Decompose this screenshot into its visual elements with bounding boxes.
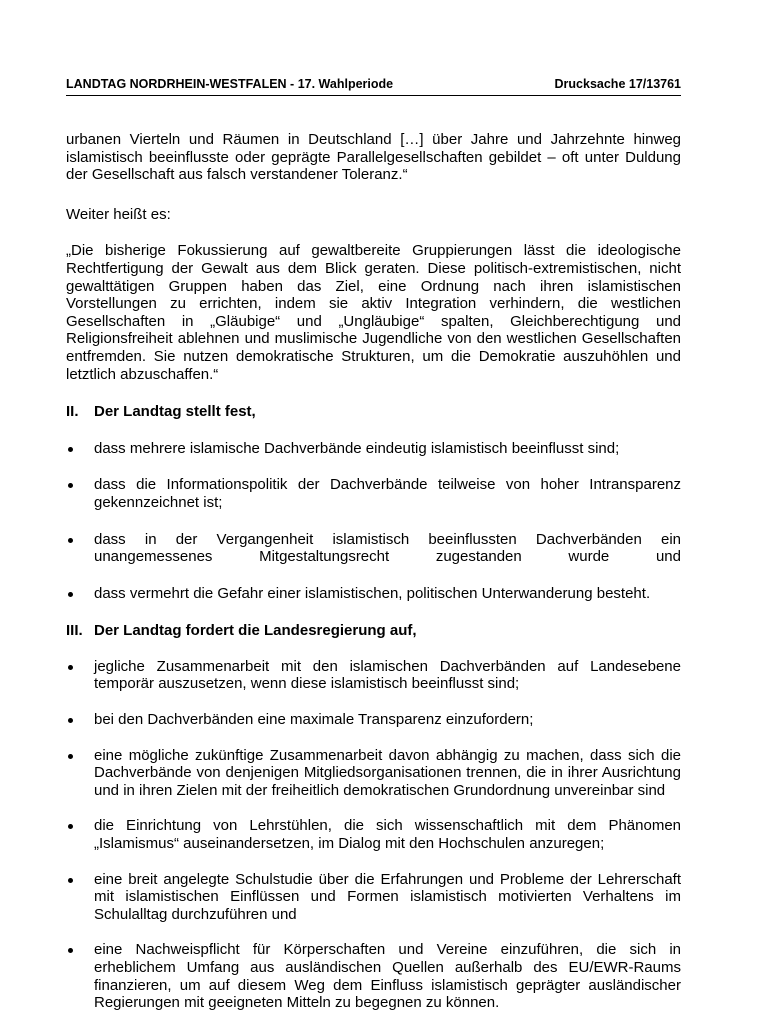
- paragraph-intro: Weiter heißt es:: [66, 205, 171, 223]
- section-heading-iii: [66, 622, 681, 640]
- paragraph-quote: „Die bisherige Fokussierung auf gewaltbereite Gruppierungen lässt die ideologische Rechtfertigung der Gewalt aus dem Blick geraten. Diese politisch-extremistischen, nicht gewalttätigen Gruppen haben das Ziel, eine Ordnung nach ihren islamistischen Vorstellungen zu errichten, indem sie aktiv Integration verhindern, die westlichen Gesellschaften in „Gläubige“ und „Ungläubige“ spalten, Gleichberechtigung und Religionsfreiheit ablehnen und muslimische Jugendliche von den westlichen Gesellschaften entfremden. Sie nutzen demokratische Strukturen, um die Demokratie auszuhöhlen und letztlich abzuschaffen.“: [66, 242, 681, 383]
- document-body: [66, 131, 681, 1012]
- list-item: bei den Dachverbänden eine maximale Transparenz einzufordern;: [66, 711, 681, 729]
- findings-list: [66, 440, 681, 603]
- list-item: jegliche Zusammenarbeit mit den islamischen Dachverbänden auf Landesebene temporär auszusetzen, wenn diese islamistisch beeinflusst sind;: [66, 658, 681, 693]
- header-parliament-title: LANDTAG NORDRHEIN-WESTFALEN - 17. Wahlperiode: [66, 77, 394, 91]
- section-number: III.: [66, 622, 83, 640]
- header-divider: [66, 95, 681, 96]
- list-item: die Einrichtung von Lehrstühlen, die sich wissenschaftlich mit dem Phänomen „Islamismus“ auseinandersetzen, im Dialog mit den Hochschulen anzuregen;: [66, 817, 681, 852]
- list-item: eine Nachweispflicht für Körperschaften und Vereine einzuführen, die sich in erheblichem Umfang aus ausländischen Quellen außerhalb des EU/EWR-Raums finanzieren, um auf diesem Weg dem Einfluss islamistisch geprägter ausländischer Regierungen mit geeigneten Mitteln zu begegnen zu können.: [66, 941, 681, 1011]
- list-item: dass die Informationspolitik der Dachverbände teilweise von hoher Intransparenz gekennzeichnet ist;: [66, 476, 681, 511]
- list-item: dass mehrere islamische Dachverbände eindeutig islamistisch beeinflusst sind;: [66, 440, 681, 458]
- section-number: II.: [66, 403, 79, 421]
- header-document-number: Drucksache 17/13761: [554, 77, 681, 91]
- paragraph-quote-end: urbanen Vierteln und Räumen in Deutschland […] über Jahre und Jahrzehnte hinweg islamistisch beeinflusste oder geprägte Parallelgesellschaften gebildet – oft unter Duldung der Gesellschaft aus falsch verstandener Toleranz.“: [66, 131, 681, 184]
- section-title: Der Landtag fordert die Landesregierung auf,: [94, 622, 417, 640]
- list-item: eine breit angelegte Schulstudie über die Erfahrungen und Probleme der Lehrerschaft mit islamistischen Einflüssen und Formen islamistisch motivierten Verhaltens im Schulalltag durchzuführen und: [66, 871, 681, 924]
- list-item: eine mögliche zukünftige Zusammenarbeit davon abhängig zu machen, dass sich die Dachverbände von denjenigen Mitgliedsorganisationen trennen, die in ihrer Ausrichtung und in ihren Zielen mit der freiheitlich demokratischen Grundordnung unvereinbar sind: [66, 747, 681, 800]
- section-title: Der Landtag stellt fest,: [94, 403, 256, 421]
- list-item: dass vermehrt die Gefahr einer islamistischen, politischen Unterwanderung besteht.: [66, 585, 681, 603]
- demands-list: [66, 658, 681, 1012]
- section-heading-ii: [66, 403, 681, 421]
- list-item: dass in der Vergangenheit islamistisch beeinflussten Dachverbänden ein unangemessenes Mitgestaltungsrecht zugestanden wurde und: [66, 531, 681, 566]
